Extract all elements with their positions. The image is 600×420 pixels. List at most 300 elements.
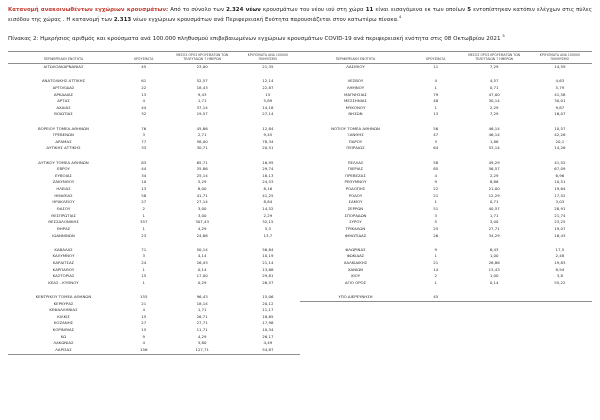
table-row	[300, 233, 592, 240]
cell-weekly-average: 4,29	[197, 333, 207, 339]
cell-cases: 58	[433, 159, 439, 165]
table-row	[300, 98, 592, 105]
cell-weekly-average: 0,14	[489, 279, 499, 285]
cell-cases: 33	[141, 145, 147, 151]
cell-cases: 1	[434, 199, 437, 205]
table-row	[300, 145, 592, 152]
cell-weekly-average: 6,43	[489, 246, 499, 252]
header-weekly-average-line2-left: ΤΕΛΕΥΤΑΙΩΝ 7 ΗΜΕΡΩΝ	[183, 56, 222, 61]
cell-weekly-average: 1,71	[197, 307, 207, 313]
cell-regional-unit: ΦΘΙΩΤΙΔΑΣ	[344, 232, 367, 238]
regional-cases-table-right	[300, 51, 592, 301]
cell-cases: 1	[142, 279, 145, 285]
header-per-100000-line2-left: ΠΛΗΘΥΣΜΟ	[258, 56, 278, 61]
table-spacer-cell	[8, 71, 300, 78]
cell-regional-unit: ΠΑΡΟΥ	[348, 138, 363, 144]
table-spacer-cell	[8, 118, 300, 125]
table-row	[8, 233, 300, 240]
cell-weekly-average: 46,14	[488, 132, 500, 138]
cell-cases: 3	[142, 253, 145, 259]
cell-cases: 1	[142, 225, 145, 231]
table-row	[8, 340, 300, 347]
cell-weekly-average: 307,43	[195, 219, 209, 225]
cell-per-100000: 26,17	[262, 333, 274, 339]
table-row	[300, 166, 592, 173]
cell-cases: 45	[141, 64, 147, 70]
header-weekly-average-left	[169, 52, 236, 64]
table-spacer-row	[300, 286, 592, 293]
cell-weekly-average: 23,00	[196, 64, 208, 70]
table-left-header-row	[8, 52, 300, 64]
table-row	[8, 111, 300, 118]
header-per-100000-line1-right: ΚΡΟΥΣΜΑΤΑ ΑΝΑ 100000	[539, 52, 580, 57]
cell-regional-unit: ΝΟΤΙΟΥ ΤΟΜΕΑ ΑΘΗΝΩΝ	[331, 125, 380, 131]
table-spacer-cell	[300, 152, 592, 159]
table-spacer-cell	[8, 286, 300, 293]
cell-regional-unit: ΤΡΙΚΑΛΩΝ	[345, 225, 366, 231]
cell-regional-unit: ΚΟΖΑΝΗΣ	[53, 320, 74, 326]
cell-weekly-average	[461, 294, 528, 301]
cell-regional-unit: ΚΑΒΑΛΑΣ	[54, 246, 73, 252]
cell-per-100000: 78,34	[262, 138, 274, 144]
intro-lead-label: Κατανομή ανακοινωθέντων εγχώριων κρουσμάτων:	[8, 7, 169, 13]
cell-per-100000: 10,34	[262, 327, 274, 333]
cell-cases: 24	[141, 259, 147, 265]
cell-cases: 48	[433, 98, 439, 104]
cell-per-100000: 10,57	[554, 125, 566, 131]
intro-text-part4: εντοπίστηκαν κατόπιν ελέγχων στις πύλες εισόδου της χώρας . Η κατανομή των	[8, 7, 592, 23]
cell-cases: 64	[433, 145, 439, 151]
cell-cases: 2	[434, 273, 437, 279]
table-row	[8, 327, 300, 334]
table-row	[300, 92, 592, 99]
table-row	[8, 273, 300, 280]
cell-weekly-average: 8,00	[197, 186, 207, 192]
cell-regional-unit: ΠΡΕΒΕΖΑΣ	[345, 172, 366, 178]
cell-regional-unit: ΑΙΤΩΛΟΑΚΑΡΝΑΝΙΑΣ	[43, 64, 84, 70]
cell-regional-unit: ΛΑΡΙΣΑΣ	[8, 347, 119, 354]
cell-per-100000: 5,79	[555, 84, 565, 90]
cell-regional-unit: ΚΕΦΑΛΛΗΝΙΑΣ	[49, 307, 78, 313]
cell-regional-unit: ΠΕΙΡΑΙΩΣ	[346, 145, 365, 151]
cell-cases: 56	[433, 125, 439, 131]
cell-weekly-average: 96,43	[196, 293, 208, 299]
table-right-half	[300, 51, 592, 301]
header-per-100000-right	[528, 52, 592, 64]
cell-cases: 3	[434, 138, 437, 144]
cell-regional-unit: ΑΧΑΙΑΣ	[56, 104, 71, 110]
cell-weekly-average: 127,71	[169, 347, 236, 354]
cell-per-100000: 21,35	[262, 64, 274, 70]
cell-cases: 4	[142, 340, 145, 346]
cell-regional-unit: ΛΑΣΙΘΙΟΥ	[346, 64, 365, 70]
table-row	[8, 219, 300, 226]
cell-cases: 21	[433, 192, 439, 198]
cell-weekly-average: 1,71	[197, 98, 207, 104]
cell-weekly-average: 27,71	[488, 225, 500, 231]
cell-weekly-average: 0,14	[197, 266, 207, 272]
table-row	[300, 226, 592, 233]
cell-cases: 79	[433, 91, 439, 97]
header-regional-unit-left: ΠΕΡΙΦΕΡΕΙΑΚΗ ΕΝΟΤΗΤΑ	[8, 52, 119, 64]
table-row	[300, 193, 592, 200]
cell-weekly-average: 3,00	[489, 219, 499, 225]
table-row	[8, 199, 300, 206]
cell-per-100000: 12,84	[262, 125, 274, 131]
cell-regional-unit: ΣΕΡΡΩΝ	[347, 205, 364, 211]
cell-regional-unit: ΚΕΑΣ - ΚΥΘΝΟΥ	[48, 279, 79, 285]
table-spacer-cell	[8, 152, 300, 159]
cell-per-100000: 5,3	[264, 225, 271, 231]
cell-cases: 3	[434, 212, 437, 218]
table-row	[300, 159, 592, 166]
table-row	[8, 213, 300, 220]
cell-per-100000: 19,83	[554, 259, 566, 265]
cell-per-100000: 2,48	[555, 253, 565, 259]
cell-per-100000: 15,06	[262, 293, 274, 299]
cell-weekly-average: 26,71	[196, 313, 208, 319]
cell-per-100000: 9,45	[263, 132, 273, 138]
cell-regional-unit: ΗΡΑΚΛΕΙΟΥ	[52, 199, 75, 205]
cell-regional-unit: ΛΗΜΝΟΥ	[346, 84, 365, 90]
cell-cases: 32	[141, 111, 147, 117]
table-row	[300, 260, 592, 267]
cell-weekly-average: 30,14	[488, 98, 500, 104]
cell-weekly-average: 37,14	[196, 104, 208, 110]
cell-per-100000: 9,87	[555, 104, 565, 110]
header-per-100000-line1-left: ΚΡΟΥΣΜΑΤΑ ΑΝΑ 100000	[247, 52, 288, 57]
table-row	[8, 139, 300, 146]
cell-per-100000: 13,68	[262, 266, 274, 272]
table-spacer-cell	[300, 118, 592, 125]
cell-cases: 4	[434, 172, 437, 178]
cell-per-100000: 20,12	[262, 300, 274, 306]
cell-per-100000: 17,98	[262, 320, 274, 326]
cell-cases: 15	[141, 313, 147, 319]
cell-weekly-average: 1,00	[489, 253, 499, 259]
cell-cases: 9	[142, 333, 145, 339]
cell-weekly-average: 58,00	[196, 138, 208, 144]
cell-per-100000: 10,51	[554, 179, 566, 185]
cell-per-100000: 5,89	[263, 98, 273, 104]
table-row	[8, 85, 300, 92]
cell-regional-unit: ΞΑΝΘΗΣ	[347, 132, 364, 138]
cell-cases: 4	[434, 78, 437, 84]
cell-weekly-average: 56,57	[488, 166, 500, 172]
cell-regional-unit: ΚΙΛΚΙΣ	[57, 313, 70, 319]
cell-weekly-average: 1,71	[489, 212, 499, 218]
cell-per-100000: 23,25	[554, 219, 566, 225]
cell-regional-unit: ΔΡΑΜΑΣ	[55, 138, 72, 144]
cell-regional-unit: ΑΓΙΟ ΟΡΟΣ	[344, 279, 367, 285]
cell-per-100000: 29,81	[262, 273, 274, 279]
cell-per-100000: 41,52	[554, 159, 566, 165]
cell-cases: 1	[142, 266, 145, 272]
cell-regional-unit: ΦΛΩΡΙΝΑΣ	[345, 246, 366, 252]
cell-weekly-average: 30,71	[196, 145, 208, 151]
cell-cases: 21	[433, 259, 439, 265]
cell-per-100000: 56,84	[262, 246, 274, 252]
table-right-body	[300, 64, 592, 301]
cell-weekly-average: 53,14	[488, 145, 500, 151]
cell-weekly-average: 26,86	[488, 259, 500, 265]
table-row	[8, 159, 300, 166]
cell-cases: 27	[141, 320, 147, 326]
cell-cases: 11	[433, 64, 439, 70]
table-row	[8, 132, 300, 139]
table-row	[8, 64, 300, 71]
cell-regional-unit: ΒΟΡΕΙΟΥ ΤΟΜΕΑ ΑΘΗΝΩΝ	[37, 125, 89, 131]
cell-per-100000: 41,58	[554, 91, 566, 97]
cell-weekly-average: 2,29	[489, 104, 499, 110]
cell-regional-unit: ΑΡΤΑΣ	[57, 98, 70, 104]
table-row	[300, 186, 592, 193]
cell-cases: 10	[141, 179, 147, 185]
cell-cases: 4	[142, 98, 145, 104]
cell-weekly-average: 5,80	[197, 340, 207, 346]
cell-regional-unit: ΔΥΤΙΚΗΣ ΑΤΤΙΚΗΣ	[46, 145, 81, 151]
header-weekly-average-line1-right: ΜΕΣΟΣ ΟΡΟΣ ΚΡΟΥΣΜΑΤΩΝ ΤΩΝ	[468, 52, 521, 57]
cell-weekly-average: 50,14	[196, 246, 208, 252]
intro-text-part5: νέων εγχώριων κρουσμάτων ανά Περιφερειακή Ενότητα παρουσιάζεται στον κατωτέρω πίνακα.	[131, 16, 399, 23]
table-row	[8, 347, 300, 354]
table-spacer-cell	[300, 71, 592, 78]
cell-per-100000: 16,43	[554, 232, 566, 238]
cell-per-100000: 17,52	[554, 192, 566, 198]
cell-cases: 1	[434, 279, 437, 285]
cell-regional-unit: ΦΩΚΙΔΑΣ	[346, 253, 365, 259]
intro-domestic-count: 2.313	[113, 16, 132, 23]
cell-per-100000: 30,01	[554, 98, 566, 104]
header-weekly-average-right	[461, 52, 528, 64]
cell-cases: 1	[434, 84, 437, 90]
cell-per-100000: 14,59	[554, 64, 566, 70]
cell-regional-unit: ΑΡΓΟΛΙΔΑΣ	[52, 84, 75, 90]
table-row	[300, 139, 592, 146]
table-row	[8, 307, 300, 314]
cell-weekly-average: 35,86	[196, 166, 208, 172]
table-row	[8, 126, 300, 133]
cell-regional-unit: ΑΝΑΤΟΛΙΚΗΣ ΑΤΤΙΚΗΣ	[41, 78, 86, 84]
table-spacer-row	[8, 152, 300, 159]
cell-cases: 34	[141, 172, 147, 178]
cell-regional-unit: ΧΑΝΙΩΝ	[347, 266, 364, 272]
cell-per-100000: 12,14	[262, 78, 274, 84]
table-row	[8, 186, 300, 193]
intro-footnote-marker: 4	[398, 14, 402, 19]
cell-regional-unit: ΓΡΕΒΕΝΩΝ	[53, 132, 74, 138]
cell-regional-unit: ΚΑΡΠΑΘΟΥ	[52, 266, 75, 272]
cell-per-100000: 20,51	[262, 145, 274, 151]
cell-cases: 5	[434, 219, 437, 225]
table-row	[300, 78, 592, 85]
cell-cases: 13	[141, 91, 147, 97]
table-right-header-row	[300, 52, 592, 64]
cell-weekly-average: 47,00	[488, 91, 500, 97]
cell-per-100000: 13,7	[263, 232, 273, 238]
cell-regional-unit: ΘΗΡΑΣ	[56, 225, 71, 231]
table-row	[300, 64, 592, 71]
table-spacer-row	[8, 71, 300, 78]
cell-weekly-average: 4,14	[197, 253, 207, 259]
cell-cases: 1	[434, 104, 437, 110]
table-row	[300, 267, 592, 274]
cell-weekly-average: 5,29	[197, 179, 207, 185]
cell-per-100000: 14,18	[262, 104, 274, 110]
cell-cases: 4	[142, 307, 145, 313]
cell-weekly-average: 2,71	[197, 132, 207, 138]
cell-per-100000: 16,95	[262, 159, 274, 165]
cell-cases: 1	[142, 212, 145, 218]
cell-cases: 58	[141, 192, 147, 198]
table-row	[8, 166, 300, 173]
cell-weekly-average: 45,86	[196, 125, 208, 131]
cell-weekly-average: 65,71	[196, 159, 208, 165]
cell-regional-unit: ΖΑΚΥΝΘΟΥ	[52, 179, 75, 185]
cell-cases: 25	[433, 225, 439, 231]
cell-weekly-average: 0,71	[489, 84, 499, 90]
table-row	[8, 247, 300, 254]
table-spacer-row	[8, 239, 300, 246]
cell-cases: 13	[433, 111, 439, 117]
cell-weekly-average: 4,57	[489, 78, 499, 84]
table-row	[300, 173, 592, 180]
cell-cases: 3	[142, 132, 145, 138]
cell-weekly-average: 27,14	[196, 199, 208, 205]
cell-weekly-average: 7,29	[489, 111, 499, 117]
cell-per-100000: 21,14	[262, 259, 274, 265]
table-row	[300, 85, 592, 92]
table-row	[300, 253, 592, 260]
cell-cases: 27	[141, 199, 147, 205]
cell-regional-unit: ΚΑΡΔΙΤΣΑΣ	[52, 259, 75, 265]
table-row	[8, 105, 300, 112]
cell-regional-unit: ΕΒΡΟΥ	[57, 166, 70, 172]
cell-regional-unit: ΣΠΟΡΑΔΩΝ	[344, 212, 367, 218]
table-spacer-cell	[8, 239, 300, 246]
table-spacer-row	[8, 286, 300, 293]
cell-weekly-average: 3,00	[197, 212, 207, 218]
table-row	[8, 78, 300, 85]
table-row	[8, 173, 300, 180]
cell-cases: 22	[433, 186, 439, 192]
header-cases-right: ΚΡΟΥΣΜΑΤΑ	[411, 52, 461, 64]
table-row	[8, 226, 300, 233]
cell-weekly-average: 2,29	[489, 172, 499, 178]
cell-weekly-average: 34,29	[488, 232, 500, 238]
cell-cases: 44	[141, 166, 147, 172]
cell-regional-unit: ΡΕΘΥΜΝΟΥ	[344, 179, 367, 185]
table-row	[8, 334, 300, 341]
cell-regional-unit: ΒΟΙΩΤΙΑΣ	[54, 111, 73, 117]
table-row	[8, 179, 300, 186]
cell-cases: 22	[141, 84, 147, 90]
cell-cases: 47	[433, 132, 439, 138]
intro-text-part2: κρουσμάτων του νέου ιού στη χώρα	[260, 7, 366, 13]
table-right-head	[300, 52, 592, 64]
table-row	[8, 206, 300, 213]
cell-per-100000: 17,5	[555, 246, 565, 252]
cell-per-100000: 41,25	[262, 192, 274, 198]
cell-weekly-average: 24,86	[196, 232, 208, 238]
intro-text-part1: Από το σύνολο των	[168, 7, 227, 13]
cell-weekly-average: 40,57	[488, 205, 500, 211]
cell-weekly-average: 12,29	[488, 192, 500, 198]
cell-cases: 85	[433, 166, 439, 172]
table-row	[8, 280, 300, 287]
cell-regional-unit: ΘΑΣΟΥ	[56, 205, 71, 211]
cell-regional-unit: ΡΟΔΟΠΗΣ	[345, 186, 366, 192]
cell-per-100000: 4,63	[555, 78, 565, 84]
cell-weekly-average: 0,71	[489, 199, 499, 205]
table-spacer-row	[300, 118, 592, 125]
table-spacer-cell	[300, 286, 592, 293]
cell-weekly-average: 3,00	[197, 205, 207, 211]
table-row	[8, 253, 300, 260]
table-row	[8, 260, 300, 267]
table-row	[8, 301, 300, 308]
cell-regional-unit: ΥΠΟ ΔΙΕΡΕΥΝΗΣΗ	[300, 294, 411, 301]
cell-per-100000: 29,74	[262, 166, 274, 172]
cell-cases: 23	[141, 232, 147, 238]
cell-regional-unit: ΛΑΚΩΝΙΑΣ	[53, 340, 74, 346]
cell-cases: 15	[141, 273, 147, 279]
cell-per-100000: 8,16	[263, 186, 273, 192]
cell-weekly-average: 19,57	[196, 111, 208, 117]
cell-per-100000: 14,26	[554, 145, 566, 151]
cell-regional-unit: ΘΕΣΣΑΛΟΝΙΚΗΣ	[48, 219, 79, 225]
cell-regional-unit: ΚΕΡΚΥΡΑΣ	[53, 300, 74, 306]
cell-per-100000: 18,65	[262, 313, 274, 319]
intro-total-new-cases: 2.324 νέων	[226, 7, 261, 13]
cell-cases: 14	[433, 266, 439, 272]
table-row	[300, 111, 592, 118]
cell-weekly-average: 18,43	[196, 84, 208, 90]
cell-cases: 61	[141, 78, 147, 84]
header-weekly-average-line2-right: ΤΕΛΕΥΤΑΙΩΝ 7 ΗΜΕΡΩΝ	[475, 56, 514, 61]
cell-regional-unit: ΔΥΤΙΚΟΥ ΤΟΜΕΑ ΑΘΗΝΩΝ	[38, 159, 89, 165]
cell-per-100000: 11,17	[262, 307, 274, 313]
cell-per-100000: 14,52	[262, 205, 274, 211]
table-row	[8, 320, 300, 327]
intro-text-part3: είναι εισαγόμενα εκ των οποίων	[373, 7, 468, 13]
cell-regional-unit: ΚΑΛΥΜΝΟΥ	[52, 253, 75, 259]
intro-paragraph	[8, 6, 592, 24]
cell-per-100000: 6,96	[555, 172, 565, 178]
cell-weekly-average: 27,71	[196, 320, 208, 326]
cell-per-100000: 55,22	[554, 279, 566, 285]
cell-per-100000: 67,09	[554, 166, 566, 172]
cell-regional-unit: ΜΕΣΣΗΝΙΑΣ	[344, 98, 367, 104]
cell-regional-unit: ΡΟΔΟΥ	[348, 192, 363, 198]
cell-per-100000: 16,13	[262, 172, 274, 178]
cell-regional-unit: ΠΕΛΛΑΣ	[347, 159, 364, 165]
cell-weekly-average: 49,29	[488, 159, 500, 165]
cell-cases: 13	[141, 186, 147, 192]
table-row	[300, 213, 592, 220]
table-row	[300, 219, 592, 226]
cell-per-100000: 16,07	[554, 111, 566, 117]
header-cases-left: ΚΡΟΥΣΜΑΤΑ	[119, 52, 169, 64]
table-spacer-row	[300, 239, 592, 246]
intro-imported-count: 11	[365, 7, 374, 13]
cell-cases: 71	[141, 246, 147, 252]
table-caption-text: Πίνακας 2: Ημερήσιος αριθμός και κρούσματα ανά 100.000 πληθυσμού επιβεβαιωμένων εγχώριων κρουσμάτων COVID-19 ανά περιφερειακή ενότητα στις 08 Οκτωβρίου 2021	[8, 36, 503, 43]
cell-cases: 76	[141, 125, 147, 131]
cell-per-100000: 42,26	[554, 132, 566, 138]
cell-cases: 44	[141, 104, 147, 110]
cell-per-100000: 15	[265, 91, 271, 97]
